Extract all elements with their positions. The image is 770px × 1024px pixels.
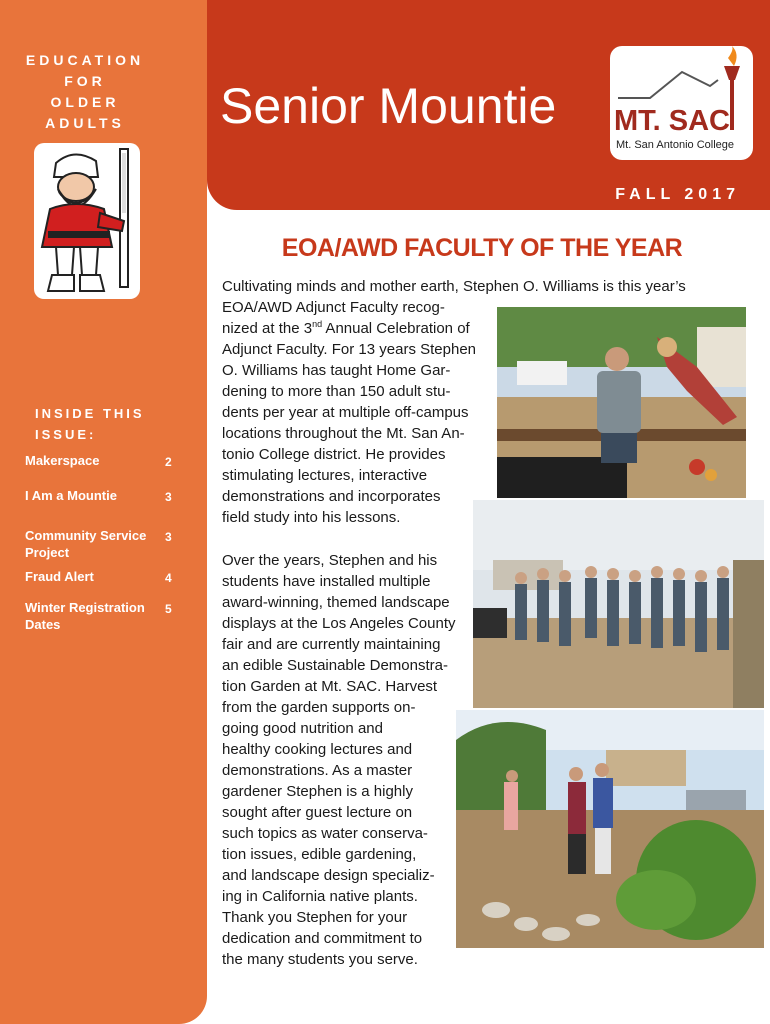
toc-item-makerspace[interactable] bbox=[25, 452, 185, 469]
text-line: from the garden supports on- bbox=[222, 699, 416, 716]
toc-item-page: 5 bbox=[165, 602, 172, 616]
newsletter-title: Senior Mountie bbox=[220, 78, 557, 134]
text-line: going good nutrition and bbox=[222, 720, 383, 737]
text-line: gardener Stephen is a highly bbox=[222, 783, 413, 800]
text-fragment: Annual Celebration of bbox=[322, 320, 470, 337]
text-line: Thank you Stephen for your bbox=[222, 909, 408, 926]
text-line: dents per year at multiple off-campus bbox=[222, 404, 469, 421]
text-line: an edible Sustainable Demonstra- bbox=[222, 657, 448, 674]
text-line: such topics as water conserva- bbox=[222, 825, 428, 842]
article-headline: EOA/AWD FACULTY OF THE YEAR bbox=[281, 234, 683, 262]
text-line: dedication and commitment to bbox=[222, 930, 423, 947]
text-line: fair and are currently maintaining bbox=[222, 636, 441, 653]
mountie-mascot-image bbox=[34, 143, 140, 299]
text-line: ing in California native plants. bbox=[222, 888, 418, 905]
program-label-line: FOR bbox=[64, 73, 106, 89]
program-label bbox=[0, 50, 170, 134]
toc-item-page: 3 bbox=[165, 490, 172, 504]
text-line: and landscape design specializ- bbox=[222, 867, 435, 884]
toc-item-title: Community Service Project bbox=[25, 528, 147, 560]
toc-item-page: 3 bbox=[165, 530, 172, 544]
text-line: demonstrations. As a master bbox=[222, 762, 413, 779]
text-line: award-winning, themed landscape bbox=[222, 594, 450, 611]
inside-issue-heading-line: ISSUE: bbox=[35, 427, 97, 442]
text-line: healthy cooking lectures and bbox=[222, 741, 413, 758]
instructor-photo bbox=[497, 307, 746, 498]
issue-season: FALL 2017 bbox=[615, 186, 740, 203]
text-line: locations throughout the Mt. San An- bbox=[222, 425, 465, 442]
inside-issue-heading bbox=[35, 403, 145, 445]
text-line: tonio College district. He provides bbox=[222, 446, 446, 463]
toc-item-title: I Am a Mountie bbox=[25, 488, 117, 503]
group-photo bbox=[473, 500, 764, 708]
program-label-line: OLDER bbox=[50, 94, 120, 110]
text-line: Cultivating minds and mother earth, Stephen O. Williams is this year’s bbox=[222, 278, 686, 295]
article-paragraph-2 bbox=[222, 550, 455, 970]
toc-item-title: Winter Registration Dates bbox=[25, 600, 145, 632]
program-label-line: EDUCATION bbox=[25, 52, 145, 68]
text-line: Over the years, Stephen and his bbox=[222, 552, 438, 569]
mt-sac-logo bbox=[610, 46, 753, 160]
toc-item-page: 2 bbox=[165, 455, 172, 469]
text-line: O. Williams has taught Home Gar- bbox=[222, 362, 451, 379]
toc-item-community-service[interactable] bbox=[25, 527, 185, 561]
text-line: tion issues, edible gardening, bbox=[222, 846, 417, 863]
text-line: EOA/AWD Adjunct Faculty recog- bbox=[222, 299, 445, 316]
toc-item-title: Makerspace bbox=[25, 453, 100, 468]
sidebar bbox=[0, 0, 207, 1024]
toc-item-i-am-a-mountie[interactable] bbox=[25, 487, 185, 504]
ordinal-superscript: nd bbox=[312, 319, 323, 329]
inside-issue-heading-line: INSIDE THIS bbox=[35, 406, 145, 421]
toc-item-winter-registration[interactable] bbox=[25, 599, 185, 633]
toc-item-title: Fraud Alert bbox=[25, 569, 94, 584]
garden-students-photo bbox=[456, 710, 764, 948]
logo-subtitle: Mt. San Antonio College bbox=[616, 139, 735, 151]
program-label-line: ADULTS bbox=[45, 115, 125, 131]
text-line: stimulating lectures, interactive bbox=[222, 467, 428, 484]
text-line: dening to more than 150 adult stu- bbox=[222, 383, 451, 400]
text-line: tion Garden at Mt. SAC. Harvest bbox=[222, 678, 438, 695]
toc-item-fraud-alert[interactable] bbox=[25, 568, 185, 585]
text-fragment: nized at the 3 bbox=[222, 320, 313, 337]
logo-name: MT. SAC bbox=[614, 105, 730, 137]
toc-item-page: 4 bbox=[165, 571, 172, 585]
text-line: sought after guest lecture on bbox=[222, 804, 413, 821]
text-line: students have installed multiple bbox=[222, 573, 431, 590]
text-line: Adjunct Faculty. For 13 years Stephen bbox=[222, 341, 477, 358]
text-line: displays at the Los Angeles County bbox=[222, 615, 456, 632]
text-line: field study into his lessons. bbox=[222, 509, 401, 526]
text-line: the many students you serve. bbox=[222, 951, 418, 968]
text-line: demonstrations and incorporates bbox=[222, 488, 441, 505]
